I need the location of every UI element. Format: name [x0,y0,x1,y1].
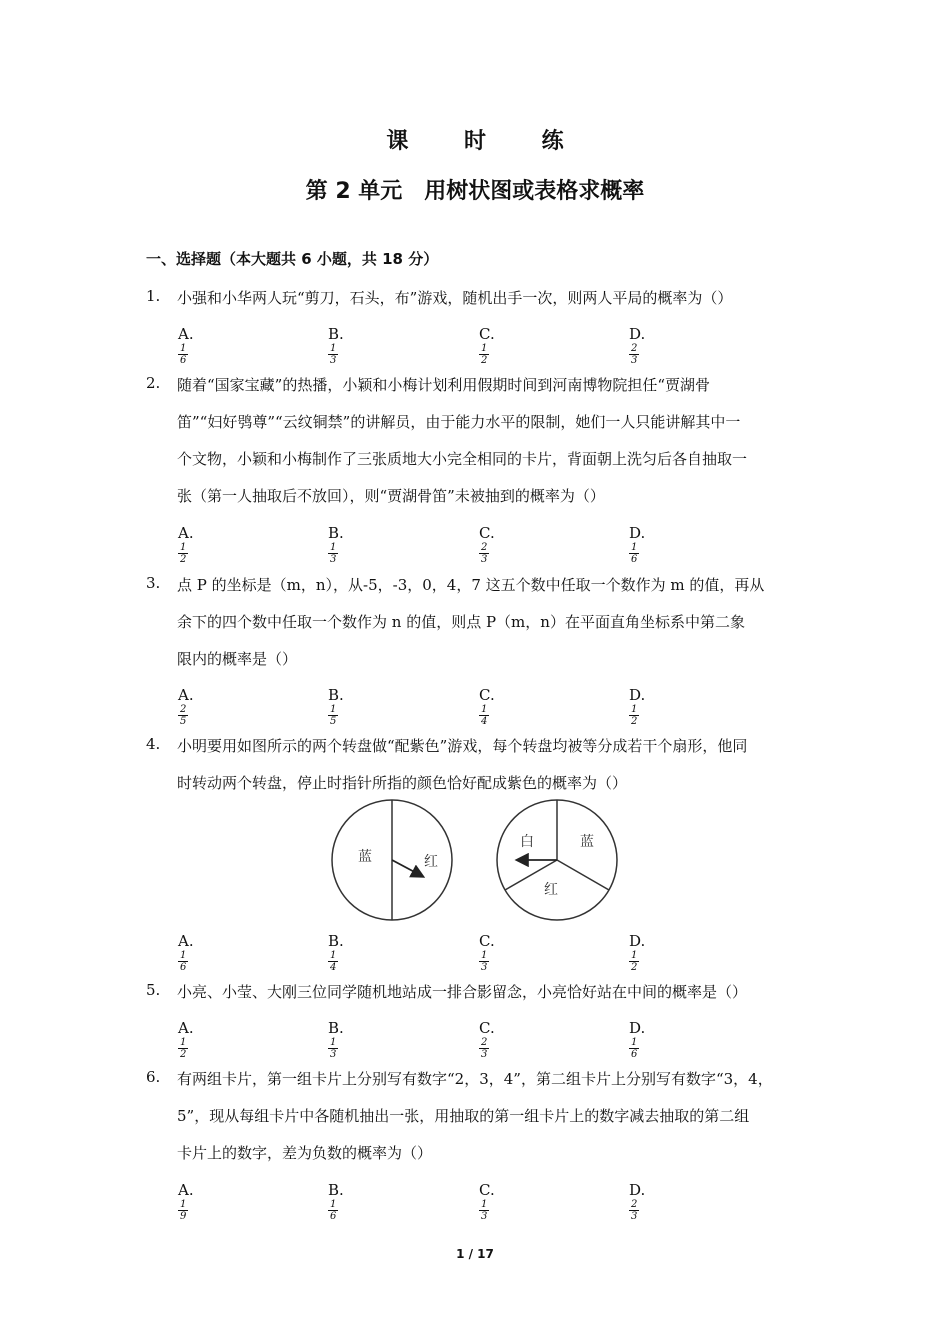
fraction: $\frac{1}{4}$ [330,950,337,973]
question-2-line-1: 随着“国家宝藏”的热播，小颖和小梅计划利用假期时间到河南博物院担任“贾湖骨 [177,376,711,394]
option-a[interactable]: A. $\frac{1}{2}$ [178,524,194,565]
wheel-2-red-label: 红 [544,882,558,898]
fraction: $\frac{2}{3}$ [481,1037,488,1060]
fraction: $\frac{2}{5}$ [180,704,187,727]
page-number: 1 / 17 [456,1247,494,1261]
fraction: $\frac{1}{3}$ [330,542,337,565]
option-c[interactable]: C. $\frac{1}{3}$ [479,932,495,973]
option-b[interactable]: B. $\frac{1}{5}$ [328,686,344,727]
fraction: $\frac{1}{9}$ [180,1199,187,1222]
fraction: $\frac{1}{6}$ [180,343,187,366]
fraction: $\frac{1}{2}$ [180,542,187,565]
question-5-text: 小亮、小莹、大刚三位同学随机地站成一排合影留念，小亮恰好站在中间的概率是（） [177,983,748,1001]
option-b[interactable]: B. $\frac{1}{3}$ [328,1019,344,1060]
option-c[interactable]: C. $\frac{2}{3}$ [479,524,495,565]
option-b[interactable]: B. $\frac{1}{3}$ [328,524,344,565]
question-4-line-2: 时转动两个转盘，停止时指针所指的颜色恰好配成紫色的概率为（） [177,774,628,792]
fraction: $\frac{2}{3}$ [481,542,488,565]
question-1-number: 1. [146,287,161,305]
option-a[interactable]: A. $\frac{1}{6}$ [178,932,194,973]
option-b[interactable]: B. $\frac{1}{4}$ [328,932,344,973]
fraction: $\frac{1}{6}$ [180,950,187,973]
option-a[interactable]: A. $\frac{2}{5}$ [178,686,194,727]
fraction: $\frac{1}{4}$ [481,704,488,727]
option-d[interactable]: D. $\frac{2}{3}$ [629,1181,646,1222]
fraction: $\frac{1}{3}$ [481,950,488,973]
question-6-number: 6. [146,1068,161,1086]
fraction: $\frac{1}{2}$ [631,704,638,727]
page-title: 课 时 练 [386,129,588,154]
section-heading: 一、选择题（本大题共 6 小题，共 18 分） [146,250,439,268]
question-2-line-2: 笛”“妇好鸮尊”“云纹铜禁”的讲解员，由于能力水平的限制，她们一人只能讲解其中一 [177,413,741,431]
option-c[interactable]: C. $\frac{2}{3}$ [479,1019,495,1060]
fraction: $\frac{1}{2}$ [481,343,488,366]
spinner-diagram [328,798,628,923]
fraction: $\frac{1}{2}$ [180,1037,187,1060]
option-c[interactable]: C. $\frac{1}{3}$ [479,1181,495,1222]
question-2-line-3: 个文物，小颖和小梅制作了三张质地大小完全相同的卡片，背面朝上洗匀后各自抽取一 [177,450,748,468]
option-c[interactable]: C. $\frac{1}{2}$ [479,325,495,366]
question-3-line-1: 点 P 的坐标是（m，n），从-5，-3，0，4，7 这五个数中任取一个数作为 m 的值，再从 [177,576,765,594]
spinner-wheel-2 [497,800,617,920]
fraction: $\frac{1}{5}$ [330,704,337,727]
option-d[interactable]: D. $\frac{1}{2}$ [629,686,646,727]
option-c[interactable]: C. $\frac{1}{4}$ [479,686,495,727]
wheel-1-left-label: 蓝 [358,849,372,865]
page-subtitle: 第 2 单元 用树状图或表格求概率 [305,179,645,204]
fraction: $\frac{1}{3}$ [481,1199,488,1222]
fraction: $\frac{1}{6}$ [330,1199,337,1222]
fraction: $\frac{1}{6}$ [631,1037,638,1060]
fraction: $\frac{1}{3}$ [330,343,337,366]
question-3-line-3: 限内的概率是（） [177,650,298,668]
option-a[interactable]: A. $\frac{1}{6}$ [178,325,194,366]
wheel-2-white-label: 白 [520,834,534,850]
question-4-line-1: 小明要用如图所示的两个转盘做“配紫色”游戏，每个转盘均被等分成若干个扇形，他同 [177,737,748,755]
question-1-text: 小强和小华两人玩“剪刀，石头，布”游戏，随机出手一次，则两人平局的概率为（） [177,289,733,307]
option-d[interactable]: D. $\frac{2}{3}$ [629,325,646,366]
fraction: $\frac{1}{2}$ [631,950,638,973]
wheel-1-right-label: 红 [424,854,438,870]
fraction: $\frac{2}{3}$ [631,1199,638,1222]
question-4-number: 4. [146,735,161,753]
fraction: $\frac{2}{3}$ [631,343,638,366]
question-3-number: 3. [146,574,161,592]
fraction: $\frac{1}{3}$ [330,1037,337,1060]
question-6-line-2: 5”，现从每组卡片中各随机抽出一张，用抽取的第一组卡片上的数字减去抽取的第二组 [177,1107,750,1125]
option-b[interactable]: B. $\frac{1}{3}$ [328,325,344,366]
spinner-figure [328,798,628,923]
fraction: $\frac{1}{6}$ [631,542,638,565]
question-3-line-2: 余下的四个数中任取一个数作为 n 的值，则点 P（m，n）在平面直角坐标系中第二象 [177,613,745,631]
question-2-line-4: 张（第一人抽取后不放回），则“贾湖骨笛”未被抽到的概率为（） [177,487,605,505]
question-6-line-3: 卡片上的数字，差为负数的概率为（） [177,1144,433,1162]
option-d[interactable]: D. $\frac{1}{6}$ [629,524,646,565]
option-b[interactable]: B. $\frac{1}{6}$ [328,1181,344,1222]
wheel-2-blue-label: 蓝 [580,834,594,850]
spinner-wheel-1 [332,800,452,920]
question-5-number: 5. [146,981,161,999]
option-a[interactable]: A. $\frac{1}{9}$ [178,1181,194,1222]
question-2-number: 2. [146,374,161,392]
option-d[interactable]: D. $\frac{1}{2}$ [629,932,646,973]
question-6-line-1: 有两组卡片，第一组卡片上分别写有数字“2，3，4”，第二组卡片上分别写有数字“3，4， [177,1070,773,1088]
option-a[interactable]: A. $\frac{1}{2}$ [178,1019,194,1060]
option-d[interactable]: D. $\frac{1}{6}$ [629,1019,646,1060]
